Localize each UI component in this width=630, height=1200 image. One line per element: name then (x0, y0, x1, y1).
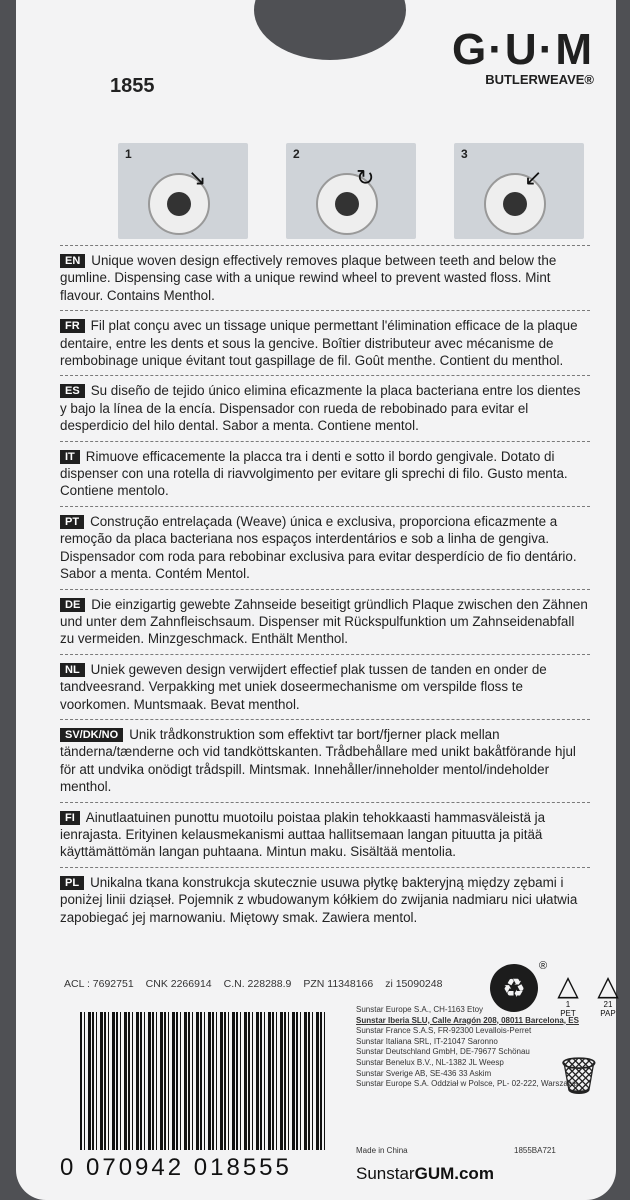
lang-fr (60, 310, 590, 375)
hang-hole (254, 0, 406, 60)
lang-text: Uniek geweven design verwijdert effectief plak tussen de tanden en onder de tandveesrand. Verpakking met uniek doseermechanisme om verspilde floss te voorkomen. Muntsmaak. Bevat menthol. (60, 661, 547, 712)
pet-number: 1 (565, 1000, 571, 1009)
code-pzn: PZN 11348166 (303, 978, 374, 990)
brand-sub: BUTLERWEAVE® (485, 72, 594, 87)
step-1 (118, 143, 248, 239)
address-line: Sunstar Deutschland GmbH, DE-79677 Schönau (356, 1047, 530, 1057)
step-number: 1 (125, 147, 132, 161)
pet-recycle-icon: △ 1 PET (550, 972, 586, 1018)
lang-tag: IT (60, 450, 80, 464)
step-3 (454, 143, 584, 239)
site-a: Sunstar (356, 1164, 415, 1183)
lang-tag: FI (60, 811, 80, 825)
registration-codes (64, 978, 442, 990)
address-line: Sunstar Europe S.A. Oddział w Polsce, PL- 02-222, Warszawa (356, 1079, 579, 1089)
address-line: Sunstar France S.A.S, FR-92300 Levallois-Perret (356, 1026, 532, 1036)
address-line: Sunstar Iberia SLU, Calle Aragón 208, 08011 Barcelona, ES (356, 1015, 579, 1025)
step-2 (286, 143, 416, 239)
rewind-arrow-icon: ↻ (356, 165, 375, 190)
lang-text: Unique woven design effectively removes plaque between teeth and below the gumline. Dispensing case with a unique rewind wheel to prevent wasted floss. Mint flavour. Contains Menthol. (60, 253, 557, 303)
lot-number: 1855BA721 (514, 1146, 556, 1155)
lang-tag: NL (60, 663, 85, 677)
lang-sv-dk-no (60, 719, 590, 802)
green-dot-icon: ♻ (490, 964, 538, 1012)
lang-tag: PT (60, 515, 84, 529)
code-acl: ACL : 7692751 (64, 978, 134, 990)
step-number: 2 (293, 147, 300, 161)
registered-mark: ® (539, 960, 548, 972)
product-code: 1855 (110, 75, 155, 97)
lang-es (60, 375, 590, 440)
lang-tag: PL (60, 876, 84, 890)
brand-logo (452, 25, 594, 87)
made-in: Made in China (356, 1146, 408, 1155)
lang-text: Ainutlaatuinen punottu muotoilu poistaa plakin tehokkaasti hammasväleistä ja ienrajasta. Erityinen kelausmekanismi auttaa hallitsemaan langan pituutta ja pitää käyttämättömän langan puhtaana. Mintun maku. Sisältää mentolia. (60, 809, 546, 860)
lang-text: Fil plat conçu avec un tissage unique permettant l'élimination efficace de la plaque dentaire, entre les dents et sous la gencive. Boîtier distributeur avec mécanisme de rembobinage unique évitant tout gaspillage de fil. Goût menthe. Contient du menthol. (60, 318, 578, 369)
code-cnk: CNK 2266914 (145, 978, 212, 990)
lang-tag: FR (60, 319, 85, 333)
lang-text: Die einzigartig gewebte Zahnseide beseitigt gründlich Plaque zwischen den Zähnen und unter dem Zahnfleischsaum. Dispenser mit Rückspulfunktion um Zahnseidenabfall zu vermeiden. Minzgeschmack. Enthält Menthol. (60, 596, 588, 647)
step-number: 3 (461, 147, 468, 161)
lang-pl (60, 867, 590, 932)
address-line: Sunstar Europe S.A., CH-1163 Etoy (356, 1005, 484, 1014)
lang-pt (60, 506, 590, 589)
bin-icon: 🗑 (556, 1055, 602, 1096)
lang-fi (60, 802, 590, 867)
arrow-icon: ↘ (188, 165, 207, 190)
barcode (80, 1012, 328, 1150)
lang-text: Unik trådkonstruktion som effektivt tar bort/fjerner plack mellan tänderna/tænderne och vid tandköttskanten. Trådbehållare med unikt bakåtförande hjul för att undvika onödigt trådspill. Mintsmak. Innehåller/inneholder mentol/indeholder menthol. (60, 726, 576, 795)
address-line: Sunstar Sverige AB, SE-436 33 Askim (356, 1068, 492, 1078)
address-line: Sunstar Italiana SRL, IT-21047 Saronno (356, 1036, 498, 1046)
lang-tag: EN (60, 254, 85, 268)
website (356, 1164, 494, 1184)
pap-number: 21 (603, 1000, 613, 1009)
lang-tag: DE (60, 598, 85, 612)
lang-nl (60, 654, 590, 719)
code-zi: zi 15090248 (385, 978, 443, 990)
package-card (16, 0, 619, 1200)
pet-label: PET (560, 1009, 576, 1018)
site-b: GUM.com (414, 1164, 494, 1183)
arrow-icon: ↙ (524, 165, 543, 190)
pap-recycle-icon: △ 21 PAP (590, 972, 626, 1018)
usage-steps (118, 143, 590, 239)
lang-text: Construção entrelaçada (Weave) única e exclusiva, proporciona eficazmente a remoção da placa bacteriana nos espaços interdentários e sob a linha de gengiva. Dispensador com roda para rebobinar exclusiva para evitar desperdício de fio dentário. Sabor a menta. Contém Mentol. (60, 513, 577, 582)
lang-tag: ES (60, 384, 85, 398)
lang-de (60, 589, 590, 654)
pap-label: PAP (600, 1009, 616, 1018)
lang-tag: SV/DK/NO (60, 728, 123, 742)
code-cn: C.N. 228288.9 (223, 978, 292, 990)
lang-en (60, 245, 590, 310)
lang-text: Rimuove efficacemente la placca tra i denti e sotto il bordo gengivale. Dotato di dispenser con una rotella di riavvolgimento per evitare gli sprechi di filo. Gusto menta. Contiene mentolo. (60, 448, 568, 499)
barcode-number: 0 070942 018555 (60, 1154, 292, 1181)
address-line: Sunstar Benelux B.V., NL-1382 JL Weesp (356, 1057, 504, 1067)
lang-text: Unikalna tkana konstrukcja skutecznie usuwa płytkę bakteryjną między zębami i poniżej linii dziąseł. Pojemnik z wbudowanym kółkiem do zwijania nadmiaru nici ułatwia zapobiegać jej marnowaniu. Miętowy smak. Zawiera mentol. (60, 874, 578, 925)
lang-text: Su diseño de tejido único elimina eficazmente la placa bacteriana entre los dientes y bajo la línea de la encía. Dispensador con rueda de rebobinado para evitar el desperdicio del hilo dental. Sabor a menta. Contiene mentol. (60, 383, 581, 434)
brand-word: G·U·M (452, 25, 594, 74)
lang-it (60, 441, 590, 506)
language-list (60, 245, 590, 932)
